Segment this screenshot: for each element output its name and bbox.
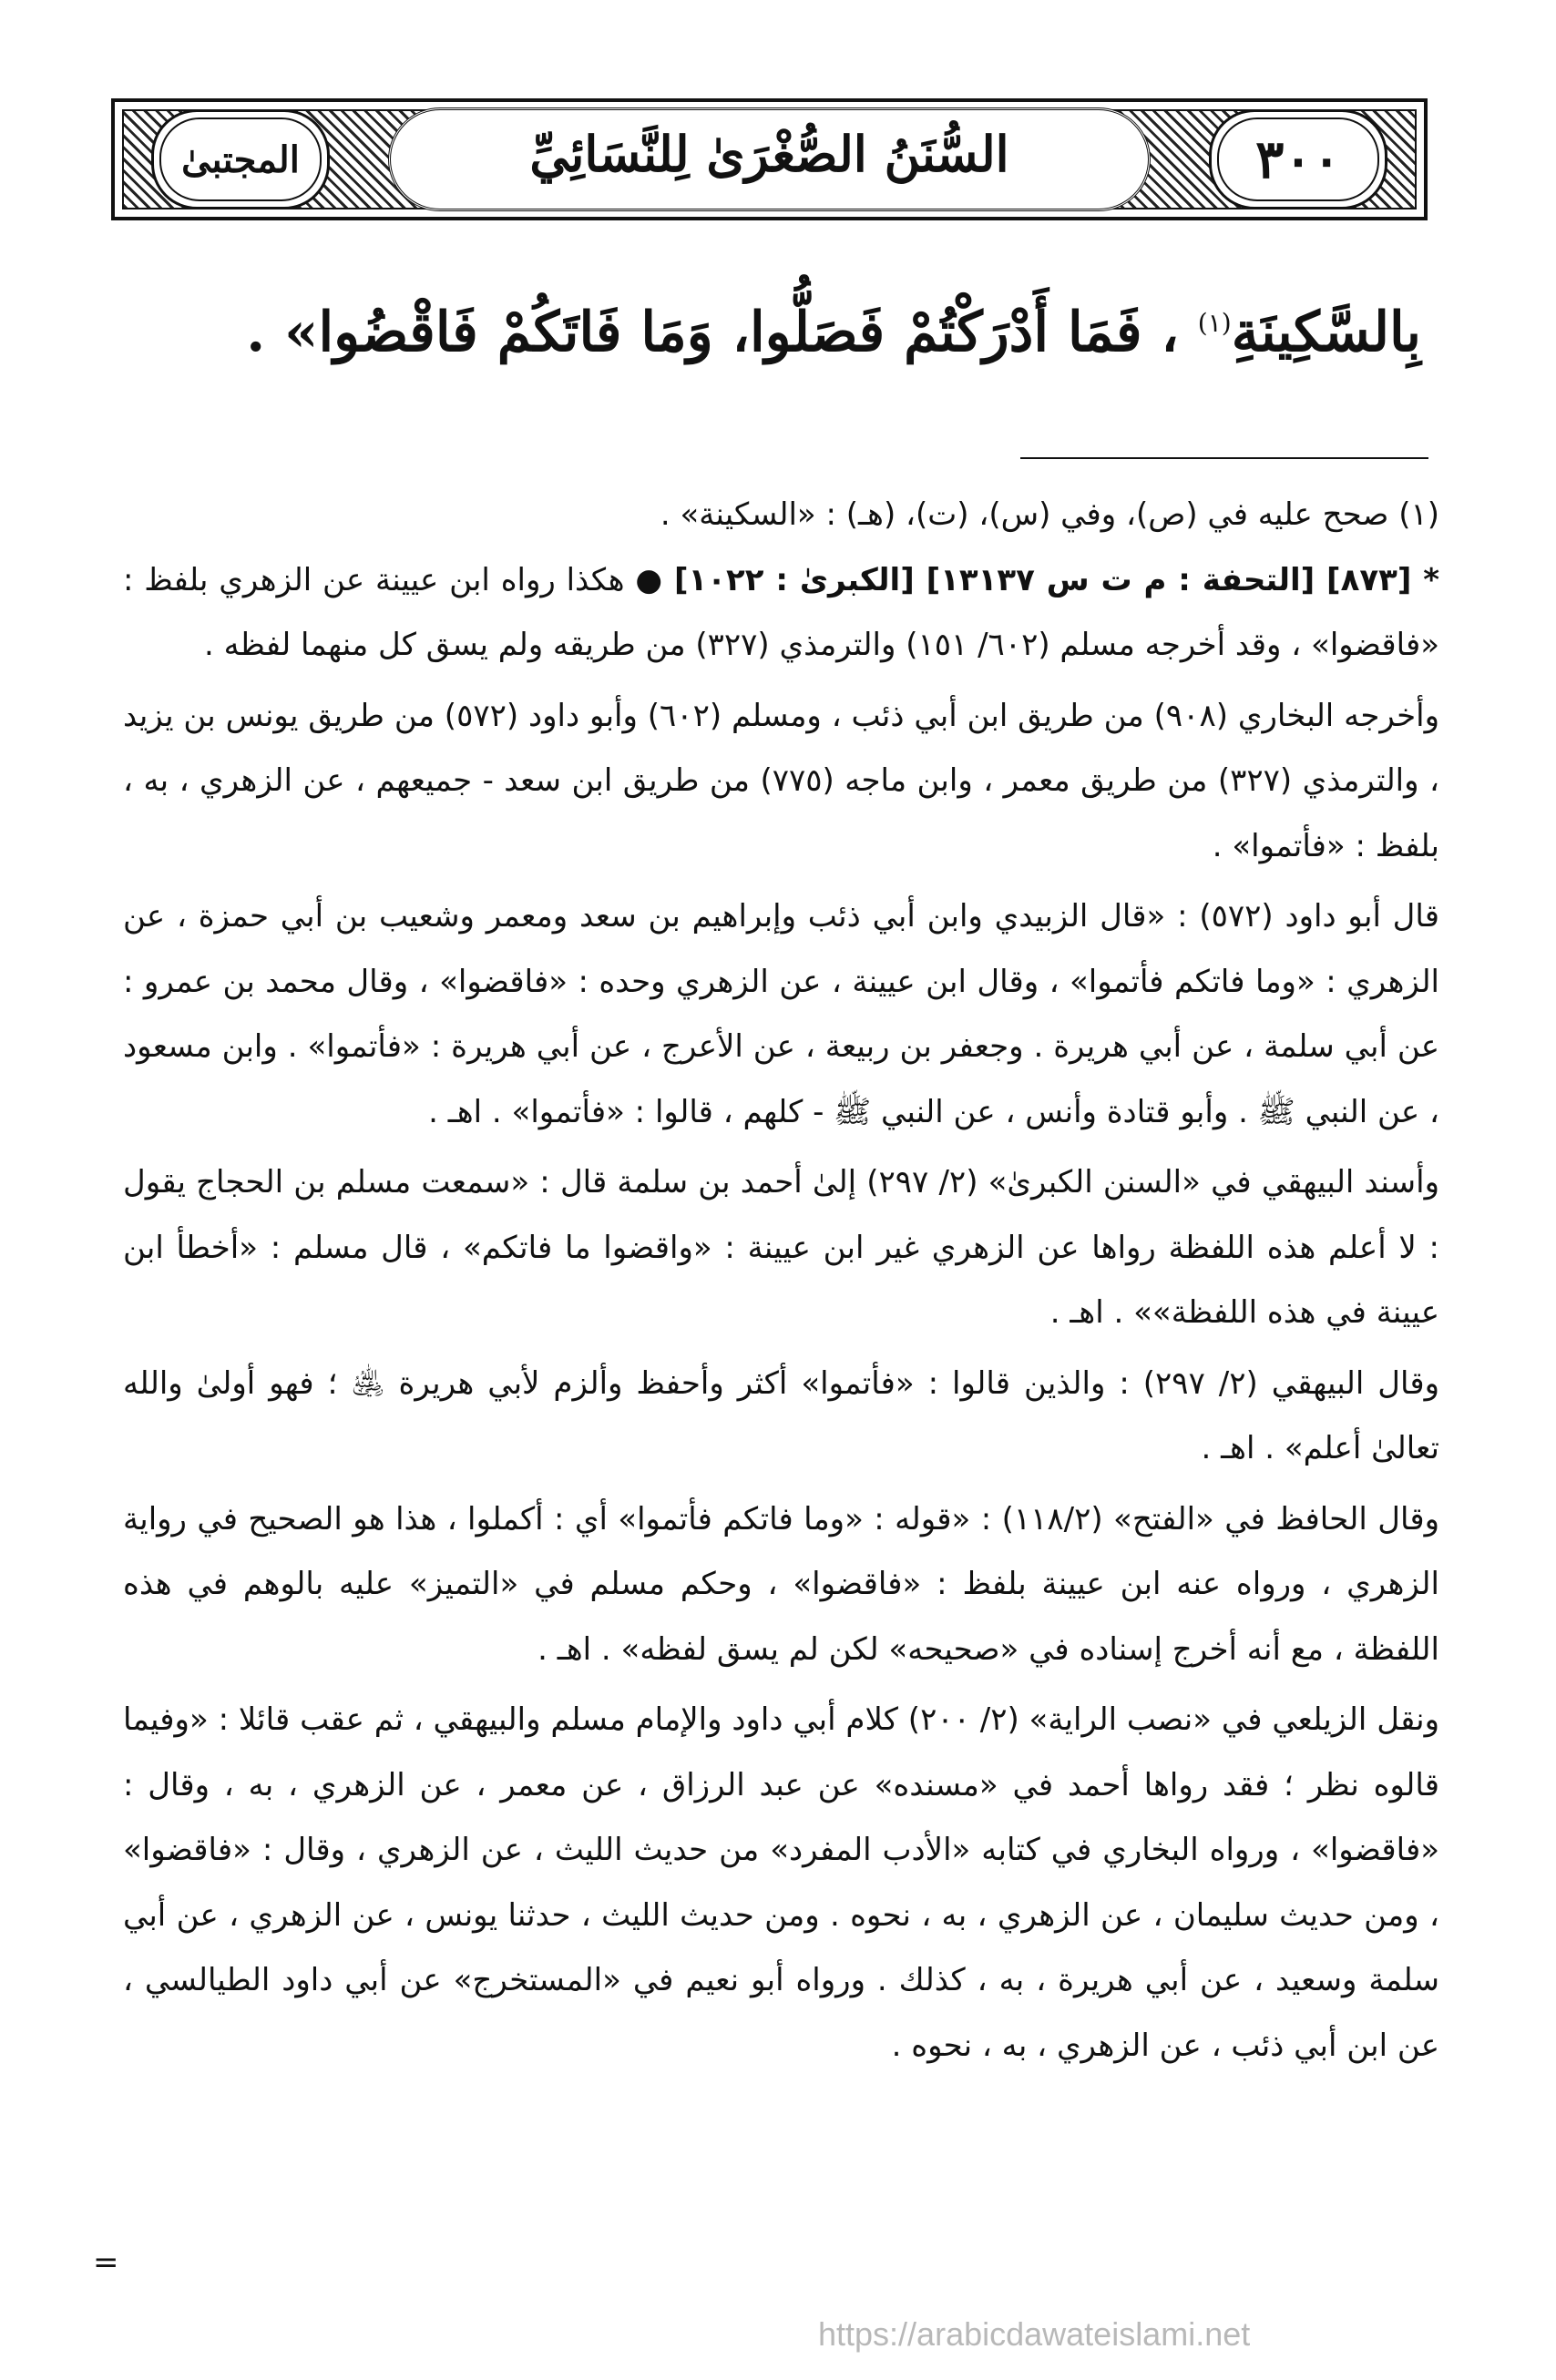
book-mark-cartouche (151, 109, 330, 209)
header-title-band (388, 107, 1151, 211)
commentary-paragraph: وأسند البيهقي في «السنن الكبرىٰ» (٢/ ٢٩٧) إلىٰ أحمد بن سلمة قال : «سمعت مسلم بن الحجاج يقول : لا أعلم هذه اللفظة رواها عن الزهري غير ابن عيينة : «واقضوا ما فاتكم» ، قال مسلم : «أخطأ ابن عيينة في هذه اللفظة»» . اهـ . (123, 1164, 1440, 1331)
commentary-paragraph: ونقل الزيلعي في «نصب الراية» (٢/ ٢٠٠) كلام أبي داود والإمام مسلم والبيهقي ، ثم عقب قائلا : «وفيما قالوه نظر ؛ فقد رواها أحمد في «مسنده» عن عبد الرزاق ، عن معمر ، عن الزهري ، به ، وقال : «فاقضوا» ، ورواه البخاري في كتابه «الأدب المفرد» من حديث الليث ، عن الزهري ، وقال : «فاقضوا» ، ومن حديث سليمان ، عن الزهري ، به ، نحوه . ومن حديث الليث ، حدثنا يونس ، عن الزهري ، عن أبي سلمة وسعيد ، عن أبي هريرة ، به ، كذلك . ورواه أبو نعيم في «المستخرج» عن أبي داود الطيالسي ، عن ابن أبي ذئب ، عن الزهري ، به ، نحوه . (123, 1701, 1440, 2064)
commentary-paragraph: وأخرجه البخاري (٩٠٨) من طريق ابن أبي ذئب ، ومسلم (٦٠٢) وأبو داود (٥٧٢) من طريق يونس بن يزيد ، والترمذي (٣٢٧) من طريق معمر ، وابن ماجه (٧٧٥) من طريق ابن سعد - جميعهم ، عن الزهري ، به ، بلفظ : «فأتموا» . (123, 697, 1440, 864)
hadith-text-start: بِالسَّكِينَةِ (1231, 301, 1421, 364)
footnote-1: (١) صحح عليه في (ص)، وفي (س)، (ت)، (هـ) : «السكينة» . (660, 496, 1439, 533)
hadith-text-end: ، فَمَا أَدْرَكْتُمْ فَصَلُّوا، وَمَا فَاتَكُمْ فَاقْضُوا» . (246, 301, 1179, 364)
commentary-paragraph: وقال الحافظ في «الفتح» (١١٨/٢) : «قوله : «وما فاتكم فأتموا» أي : أكملوا ، هذا هو الصحيح في رواية الزهري ، ورواه عنه ابن عيينة بلفظ : «فاقضوا» ، وحكم مسلم في «التميز» عليه بالوهم في هذه اللفظة ، مع أنه أخرج إسناده في «صحيحه» لكن لم يسق لفظه» . اهـ . (123, 1500, 1439, 1668)
watermark-url: https://arabicdawateislami.net (818, 2315, 1251, 2353)
commentary-paragraph: قال أبو داود (٥٧٢) : «قال الزبيدي وابن أبي ذئب وإبراهيم بن سعد ومعمر وشعيب بن أبي حمزة ، عن الزهري : «وما فاتكم فأتموا» ، وقال ابن عيينة ، عن الزهري وحده : «فاقضوا» ، وقال محمد بن عمرو : عن أبي سلمة ، عن أبي هريرة . وجعفر بن ربيعة ، عن الأعرج ، عن أبي هريرة : «فأتموا» . وابن مسعود ، عن النبي ﷺ . وأبو قتادة وأنس ، عن النبي ﷺ - كلهم ، قالوا : «فأتموا» . اهـ . (123, 898, 1439, 1130)
book-mark: المجتبىٰ (181, 138, 300, 181)
commentary-paragraph: وقال البيهقي (٢/ ٢٩٧) : والذين قالوا : «فأتموا» أكثر وأحفظ وألزم لأبي هريرة ﵁ ؛ فهو أولىٰ والله تعالىٰ أعلم» . اهـ . (123, 1364, 1439, 1466)
page-header (111, 98, 1428, 220)
takhrij-text: ● هكذا رواه ابن عيينة عن الزهري بلفظ : «فاقضوا» ، وقد أخرجه مسلم (٦٠٢/ ١٥١) والترمذي (٣٢٧) من طريقه ولم يسق كل منهما لفظه . (123, 561, 1439, 663)
page-number-cartouche (1209, 109, 1387, 209)
hadith-text (128, 273, 1421, 383)
takhrij-label: * [٨٧٣] [التحفة : م ت س ١٣١٣٧] [الكبرىٰ : ١٠٢٢] (673, 561, 1439, 598)
footnotes (123, 483, 1439, 2079)
page-number: ٣٠٠ (1255, 128, 1341, 190)
takhrij-paragraph (123, 548, 1439, 679)
book-title: السُّنَنُ الصُّغْرَىٰ لِلنَّسَائِيِّ (529, 125, 1009, 183)
footnote-divider (1020, 457, 1428, 459)
footnote-ref: (١) (1197, 308, 1232, 338)
continuation-mark: = (93, 2244, 119, 2281)
